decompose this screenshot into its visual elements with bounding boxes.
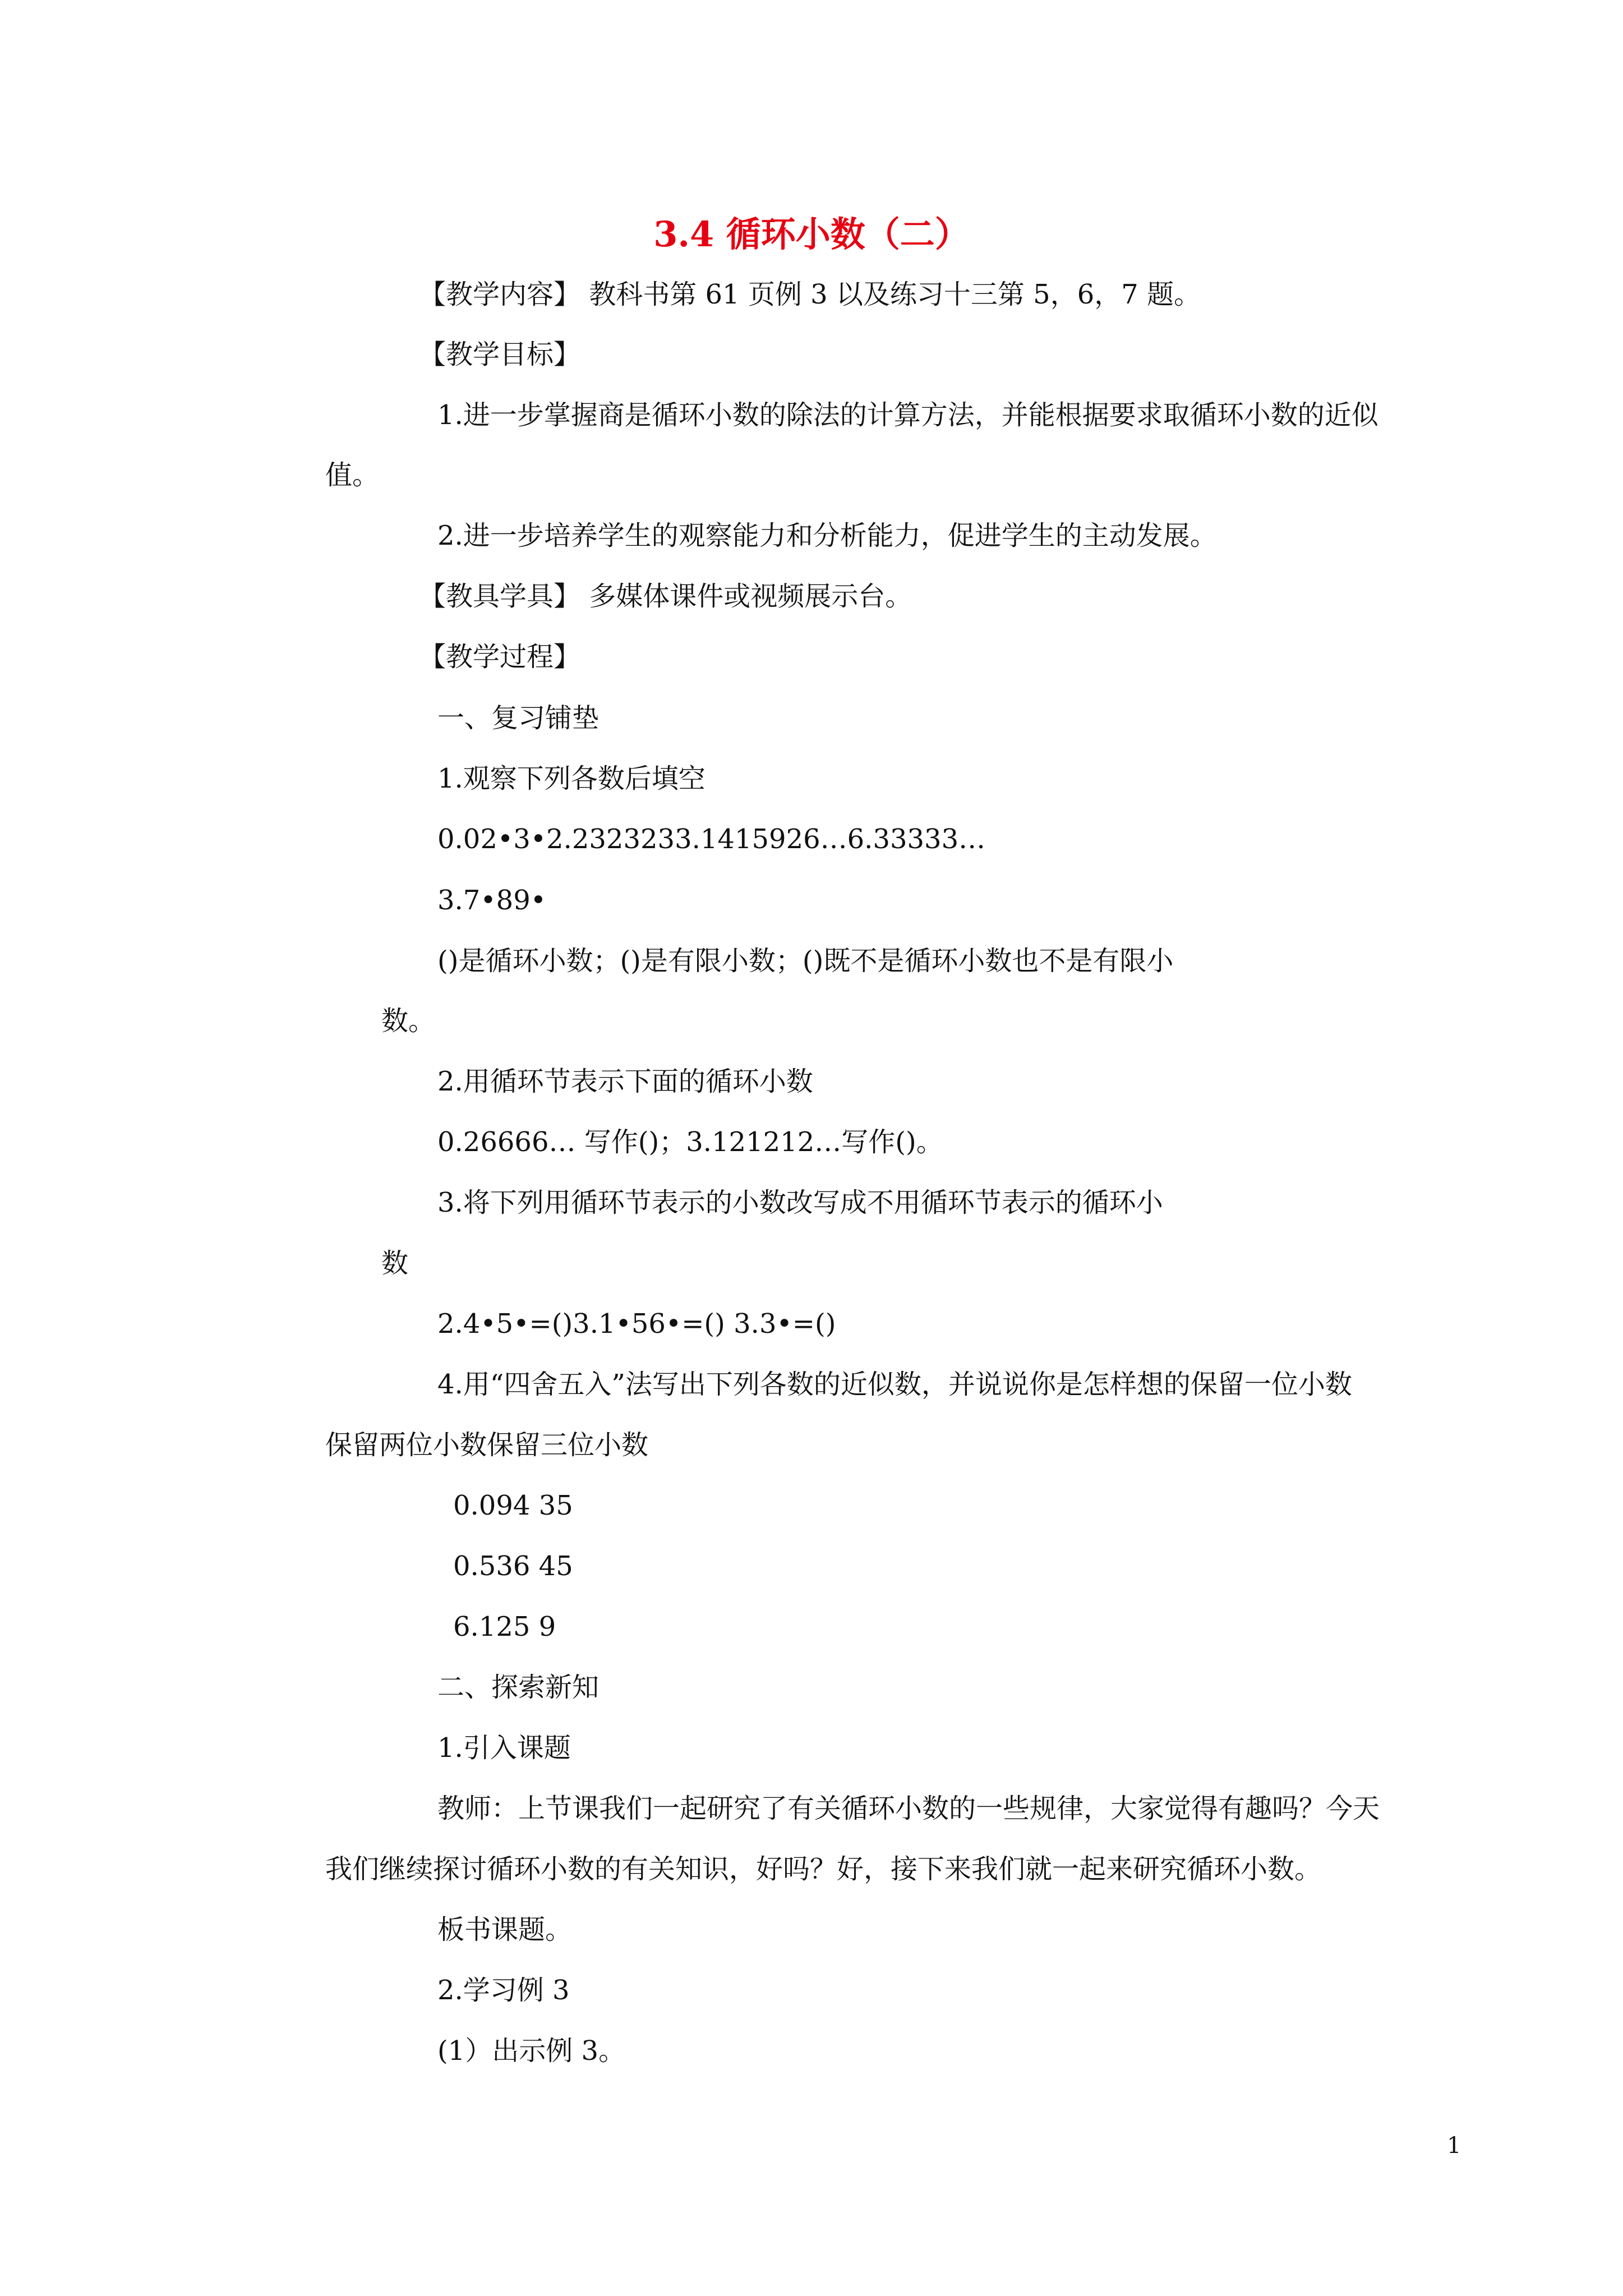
document-title: 3.4 循环小数（二） [653,214,970,255]
exercise-1-numbers-2: 3.7•89• [437,885,547,916]
exercise-3-heading-line-1: 3.将下列用循环节表示的小数改写成不用循环节表示的循环小 [437,1187,1163,1218]
exercise-1-numbers-1: 0.02•3•2.2323233.1415926…6.33333… [437,823,986,855]
exercise-1-blanks-line-1: ()是循环小数；()是有限小数；()既不是循环小数也不是有限小 [437,945,1174,977]
goal-2-line: 2.进一步培养学生的观察能力和分析能力，促进学生的主动发展。 [437,520,1217,551]
exercise-1-blanks-line-2: 数。 [381,1005,436,1037]
board-title-line: 板书课题。 [437,1914,573,1945]
page-number: 1 [1447,2133,1461,2159]
exercise-3-content: 2.4•5•=()3.1•56•=() 3.3•=() [437,1308,836,1340]
exercise-4-line-1: 4.用“四舍五入”法写出下列各数的近似数，并说说你是怎样想的保留一位小数 [437,1369,1352,1400]
step-2-heading: 2.学习例 3 [437,1975,570,2006]
exercise-2-content: 0.26666… 写作()；3.121212…写作()。 [437,1126,943,1158]
step-2-sub-1: (1）出示例 3。 [437,2035,626,2067]
section-one-heading: 一、复习铺垫 [437,702,600,734]
teaching-tools-line: 【教具学具】 多媒体课件或视频展示台。 [419,581,912,612]
step-1-heading: 1.引入课题 [437,1732,571,1764]
exercise-1-heading: 1.观察下列各数后填空 [437,763,706,794]
exercise-4-line-2: 保留两位小数保留三位小数 [325,1429,649,1461]
exercise-4-number-2: 0.536 45 [453,1550,573,1582]
teaching-content-line: 【教学内容】 教科书第 61 页例 3 以及练习十三第 5，6，7 题。 [419,279,1201,310]
exercise-4-number-1: 0.094 35 [453,1490,573,1521]
exercise-4-number-3: 6.125 9 [453,1611,556,1642]
teaching-process-heading: 【教学过程】 [419,641,581,673]
teacher-speech-line-1: 教师：上节课我们一起研究了有关循环小数的一些规律，大家觉得有趣吗？今天 [437,1793,1380,1824]
exercise-2-heading: 2.用循环节表示下面的循环小数 [437,1066,813,1097]
teaching-goal-heading: 【教学目标】 [419,339,581,370]
exercise-3-heading-line-2: 数 [381,1248,409,1279]
goal-1-line-2: 值。 [325,459,380,491]
teacher-speech-line-2: 我们继续探讨循环小数的有关知识，好吗？好，接下来我们就一起来研究循环小数。 [325,1853,1322,1885]
section-two-heading: 二、探索新知 [437,1672,600,1703]
goal-1-line-1: 1.进一步掌握商是循环小数的除法的计算方法，并能根据要求取循环小数的近似 [437,399,1378,431]
